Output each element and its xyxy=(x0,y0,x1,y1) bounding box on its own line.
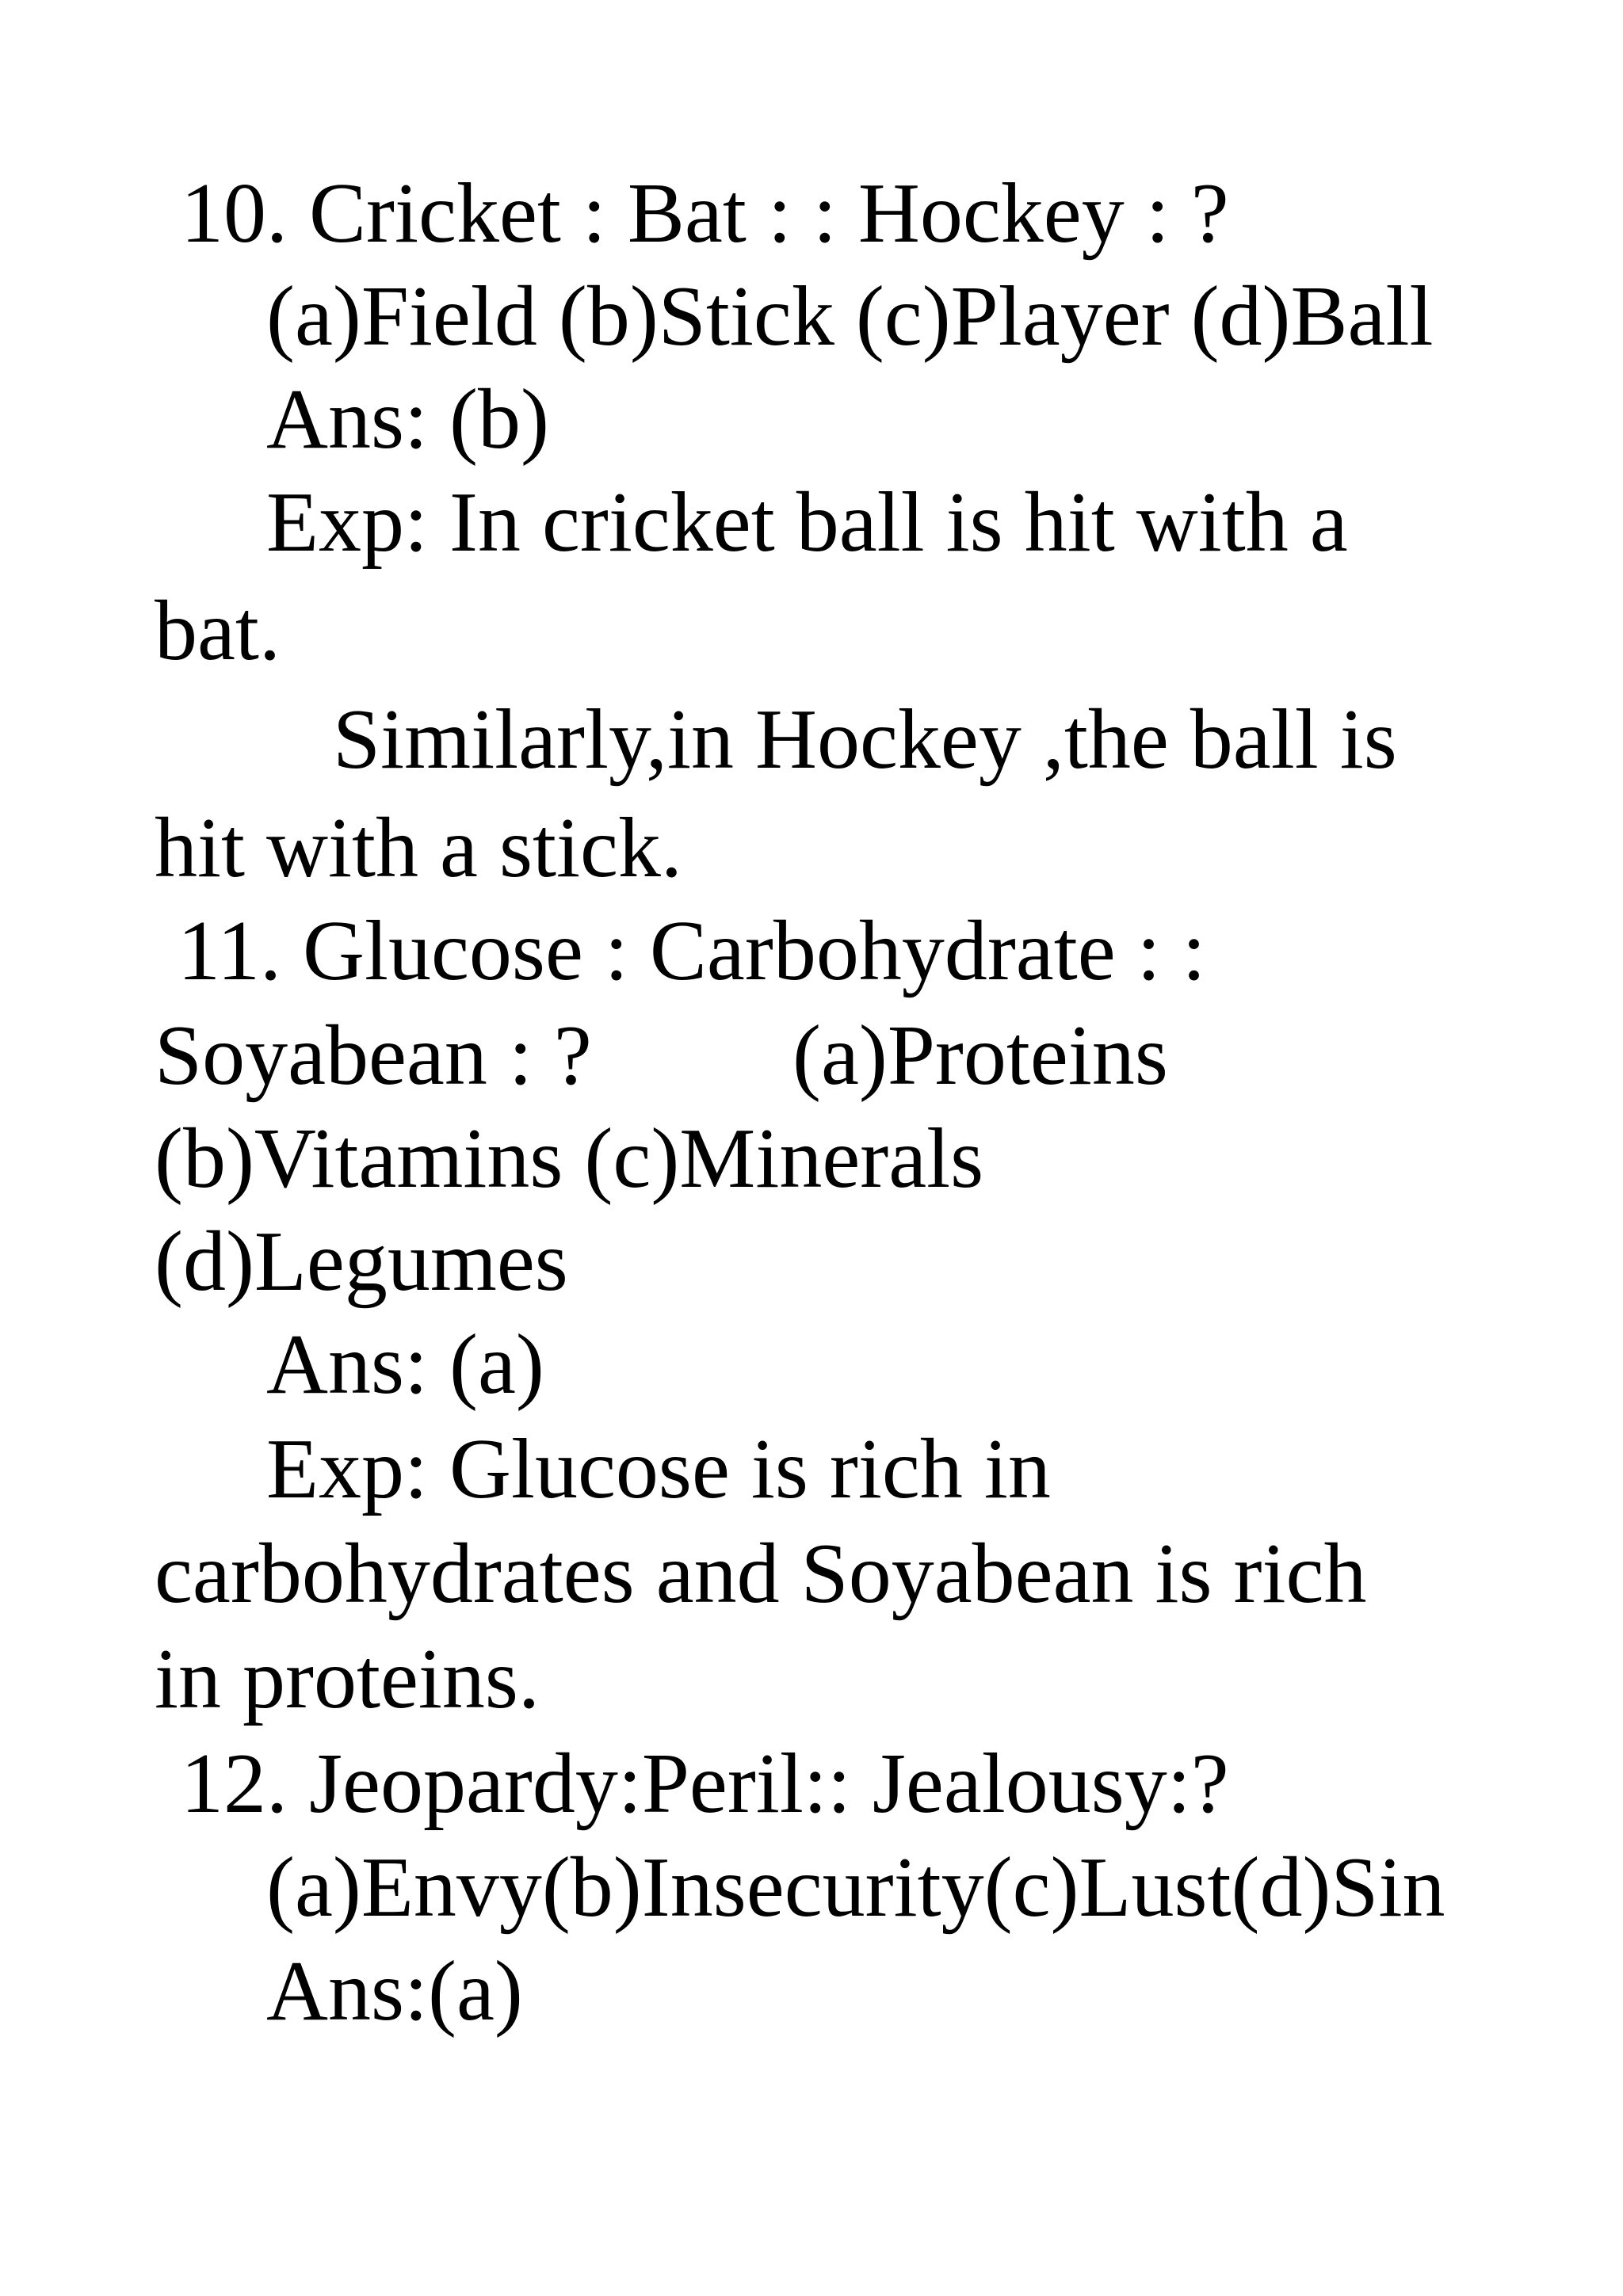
question-10-options: (a)Field (b)Stick (c)Player (d)Ball xyxy=(266,269,1434,364)
question-11: 11. Glucose : Carbohydrate : : xyxy=(178,904,1206,998)
question-11-explanation-end: in proteins. xyxy=(155,1632,540,1726)
question-11-answer: Ans: (a) xyxy=(266,1318,544,1412)
question-10-explanation: Exp: In cricket ball is hit with a xyxy=(266,475,1348,570)
question-12: 12. Jeopardy:Peril:: Jealousy:? xyxy=(181,1737,1229,1831)
question-11-explanation-cont: carbohydrates and Soyabean is rich xyxy=(155,1527,1367,1621)
question-12-answer: Ans:(a) xyxy=(266,1944,523,2039)
question-12-options: (a)Envy(b)Insecurity(c)Lust(d)Sin xyxy=(266,1840,1445,1935)
question-10-explanation-cont: bat. xyxy=(155,584,281,678)
question-11-explanation: Exp: Glucose is rich in xyxy=(266,1422,1051,1516)
question-11-cont: Soyabean : ? xyxy=(155,1009,592,1103)
question-11-option-a: (a)Proteins xyxy=(792,1009,1168,1103)
question-11-options-bc: (b)Vitamins (c)Minerals xyxy=(155,1112,984,1206)
question-11-option-d: (d)Legumes xyxy=(155,1215,568,1309)
question-10-answer: Ans: (b) xyxy=(266,372,549,467)
question-10-explanation-end: hit with a stick. xyxy=(155,801,682,895)
question-10: 10. Cricket : Bat : : Hockey : ? xyxy=(181,166,1229,261)
question-10-explanation-similarly: Similarly,in Hockey ,the ball is xyxy=(333,692,1397,787)
